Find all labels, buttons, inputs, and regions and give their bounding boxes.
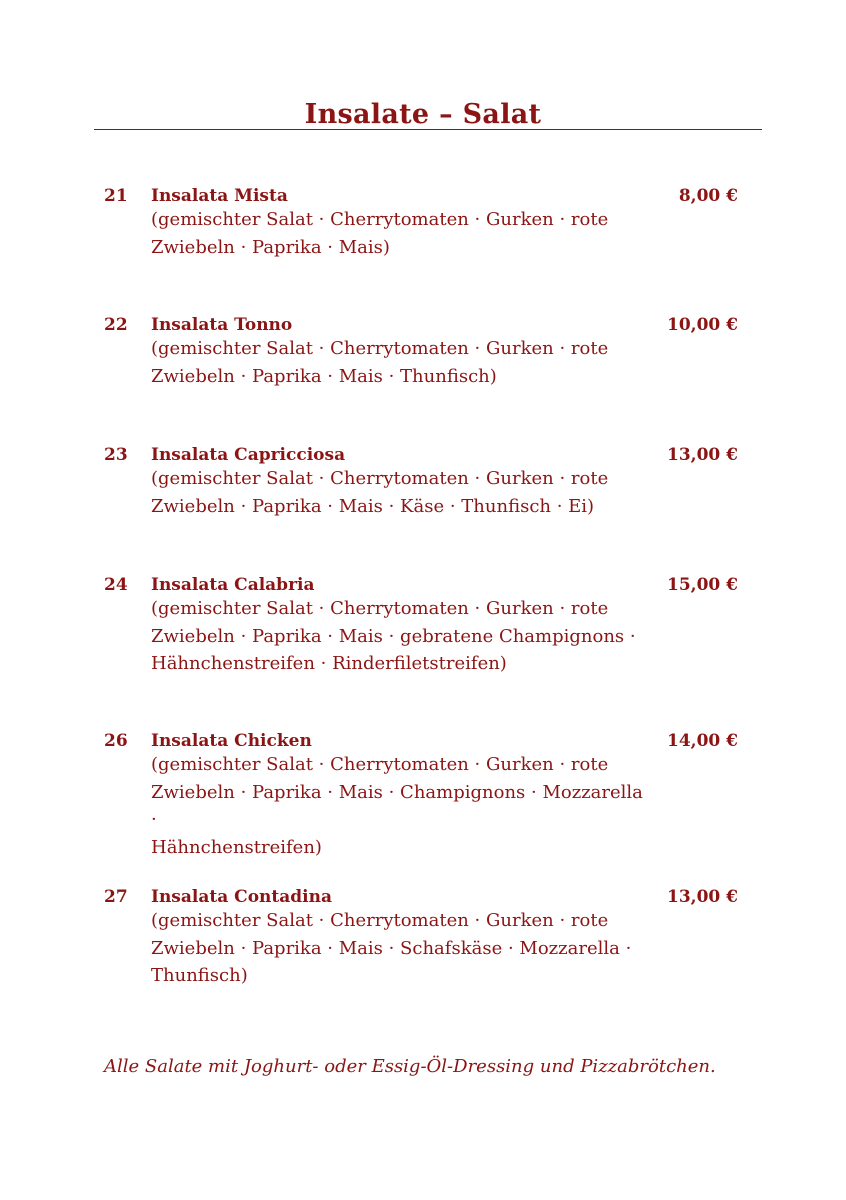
item-number: 21 (104, 186, 128, 206)
item-description-line: Hähnchenstreifen · Rinderfiletstreifen) (151, 653, 507, 674)
item-number: 22 (104, 315, 128, 335)
item-name: Insalata Mista (151, 186, 288, 206)
item-description-line: Zwiebeln · Paprika · Mais · Thunfisch) (151, 365, 497, 387)
item-description (151, 206, 651, 261)
item-description-line: (gemischter Salat · Cherrytomaten · Gurken · rote (151, 910, 609, 931)
item-price: 10,00 € (667, 315, 738, 335)
item-description (151, 335, 651, 390)
item-price: 8,00 € (678, 186, 738, 206)
title-divider (94, 129, 762, 130)
item-price: 13,00 € (667, 445, 738, 465)
item-description-line: (gemischter Salat · Cherrytomaten · Gurken · rote (151, 338, 609, 359)
item-description (151, 907, 651, 990)
item-name: Insalata Chicken (151, 731, 312, 751)
item-description-line: Hähnchenstreifen) (151, 836, 322, 858)
item-number: 26 (104, 731, 128, 751)
item-description (151, 751, 651, 861)
item-price: 15,00 € (667, 575, 738, 595)
item-name: Insalata Tonno (151, 315, 293, 335)
item-price: 14,00 € (667, 731, 738, 751)
item-number: 24 (104, 575, 128, 595)
item-number: 23 (104, 445, 128, 465)
item-number: 27 (104, 887, 128, 907)
item-description-line: (gemischter Salat · Cherrytomaten · Gurken · rote (151, 209, 609, 230)
item-description-line: Thunfisch) (151, 965, 248, 986)
item-description-line: (gemischter Salat · Cherrytomaten · Gurken · rote (151, 754, 609, 775)
item-description-line: Zwiebeln · Paprika · Mais · Käse · Thunfisch · Ei) (151, 495, 595, 517)
item-description-line: Zwiebeln · Paprika · Mais · Champignons · Mozzarella · (151, 781, 643, 830)
item-name: Insalata Calabria (151, 575, 315, 595)
item-description-line: Zwiebeln · Paprika · Mais · Schafskäse · Mozzarella · (151, 937, 632, 959)
dressing-footnote: Alle Salate mit Joghurt- oder Essig-Öl-Dressing und Pizzabrötchen. (104, 1056, 716, 1077)
item-description (151, 595, 651, 678)
item-description-line: (gemischter Salat · Cherrytomaten · Gurken · rote (151, 598, 609, 619)
item-price: 13,00 € (667, 887, 738, 907)
item-name: Insalata Contadina (151, 887, 332, 907)
page-title: Insalate – Salat (304, 99, 542, 130)
item-name: Insalata Capricciosa (151, 445, 346, 465)
item-description-line: Zwiebeln · Paprika · Mais · gebratene Champignons · (151, 625, 636, 647)
item-description-line: (gemischter Salat · Cherrytomaten · Gurken · rote (151, 468, 609, 489)
item-description-line: Zwiebeln · Paprika · Mais) (151, 236, 390, 258)
item-description (151, 465, 651, 520)
